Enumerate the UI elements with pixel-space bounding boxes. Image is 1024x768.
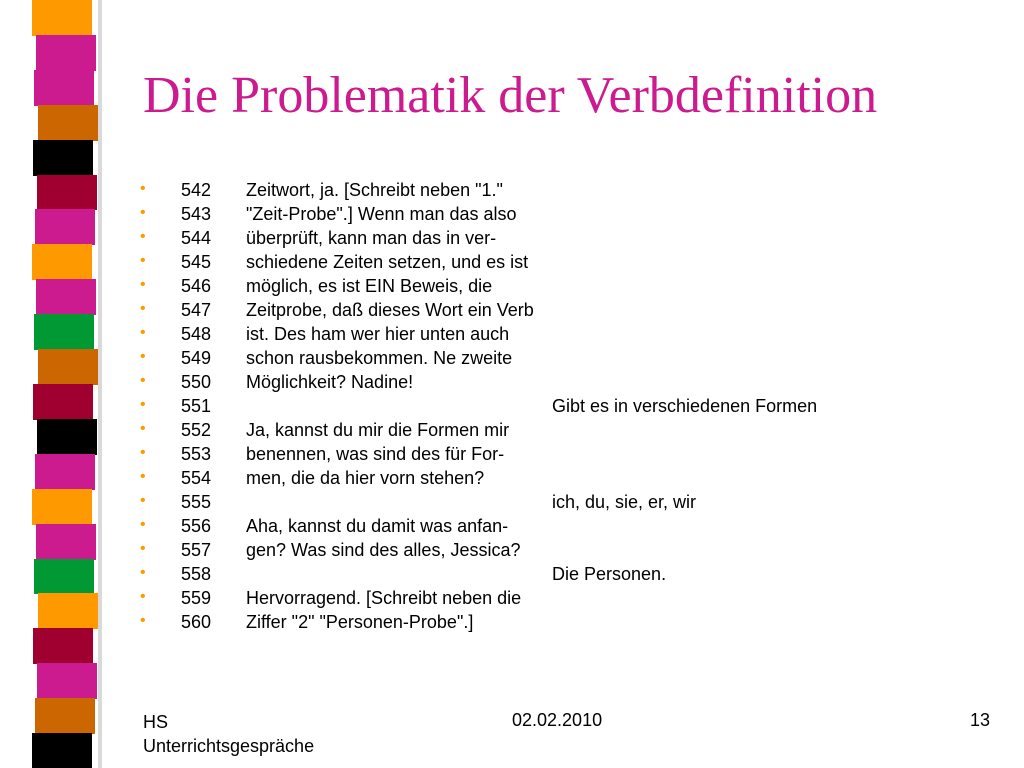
line-number: 547	[181, 300, 212, 320]
page-number: 13	[969, 710, 990, 730]
line-number: 551	[181, 396, 212, 416]
line-text: Zeitwort, ja. [Schreibt neben "1."	[246, 180, 503, 200]
bullet-icon: •	[140, 396, 146, 413]
line-number: 555	[181, 492, 212, 512]
bullet-icon: •	[140, 588, 146, 605]
stripe-block	[35, 698, 95, 734]
line-number: 557	[181, 540, 212, 560]
bullet-icon: •	[140, 420, 146, 437]
bullet-icon: •	[140, 300, 146, 317]
stripe-block	[33, 384, 93, 420]
line-text: men, die da hier vorn stehen?	[246, 468, 485, 488]
stripe-block	[38, 105, 98, 141]
bullet-icon: •	[140, 564, 146, 581]
bullet-icon: •	[140, 204, 146, 221]
stripe-block	[36, 35, 96, 71]
line-text: ist. Des ham wer hier unten auch	[246, 324, 510, 344]
stripe-block	[36, 279, 96, 315]
stripe-block	[38, 349, 98, 385]
bullet-icon: •	[140, 492, 146, 509]
stripe-block	[37, 419, 97, 455]
bullet-icon: •	[140, 444, 146, 461]
line-number: 553	[181, 444, 212, 464]
bullet-icon: •	[140, 612, 146, 629]
bullet-icon: •	[140, 276, 146, 293]
line-text: schiedene Zeiten setzen, und es ist	[246, 252, 529, 272]
stripe-block	[35, 454, 95, 490]
line-text: Gibt es in verschiedenen Formen	[552, 396, 818, 416]
line-text: Zeitprobe, daß dieses Wort ein Verb	[246, 300, 534, 320]
line-number: 554	[181, 468, 212, 488]
line-number: 549	[181, 348, 212, 368]
line-text: Möglichkeit? Nadine!	[246, 372, 414, 392]
stripe-block	[35, 209, 95, 245]
stripe-block	[37, 663, 97, 699]
line-number: 542	[181, 180, 212, 200]
line-text: "Zeit-Probe".] Wenn man das also	[246, 204, 517, 224]
line-number: 556	[181, 516, 212, 536]
stripe-block	[38, 593, 98, 629]
line-text: benennen, was sind des für For-	[246, 444, 505, 464]
stripe-block	[36, 524, 96, 560]
slide-title: Die Problematik der Verbdefinition	[143, 67, 878, 124]
line-number: 559	[181, 588, 212, 608]
stripe-block	[34, 70, 94, 106]
line-text: Ziffer "2" "Personen-Probe".]	[246, 612, 474, 632]
line-number: 543	[181, 204, 212, 224]
stripe-shadow	[98, 0, 102, 768]
line-text: möglich, es ist EIN Beweis, die	[246, 276, 493, 296]
bullet-icon: •	[140, 252, 146, 269]
line-text: Die Personen.	[552, 564, 667, 584]
line-text: Aha, kannst du damit was anfan-	[246, 516, 509, 536]
bullet-icon: •	[140, 180, 146, 197]
bullet-icon: •	[140, 372, 146, 389]
line-number: 546	[181, 276, 212, 296]
bullet-icon: •	[140, 348, 146, 365]
footer-course-line2: Unterrichtsgespräche	[143, 736, 315, 756]
stripe-block	[33, 628, 93, 664]
line-number: 548	[181, 324, 212, 344]
stripe-block	[32, 244, 92, 280]
footer-course	[143, 710, 314, 758]
line-text: schon rausbekommen. Ne zweite	[246, 348, 513, 368]
stripe-block	[32, 0, 92, 36]
line-number: 550	[181, 372, 212, 392]
line-text: ich, du, sie, er, wir	[552, 492, 697, 512]
bullet-icon: •	[140, 228, 146, 245]
stripe-block	[33, 140, 93, 176]
line-text: Hervorragend. [Schreibt neben die	[246, 588, 522, 608]
line-text: Ja, kannst du mir die Formen mir	[246, 420, 510, 440]
line-text: gen? Was sind des alles, Jessica?	[246, 540, 521, 560]
bullet-icon: •	[140, 516, 146, 533]
decorative-stripe	[32, 0, 96, 768]
footer-course-line1: HS	[143, 712, 169, 732]
footer-date: 02.02.2010	[512, 710, 603, 730]
stripe-block	[34, 559, 94, 595]
line-number: 558	[181, 564, 212, 584]
stripe-block	[32, 733, 92, 768]
bullet-icon: •	[140, 540, 146, 557]
bullet-icon: •	[140, 468, 146, 485]
bullet-icon: •	[140, 324, 146, 341]
stripe-block	[34, 314, 94, 350]
stripe-block	[32, 489, 92, 525]
line-text: überprüft, kann man das in ver-	[246, 228, 497, 248]
line-number: 544	[181, 228, 212, 248]
line-number: 560	[181, 612, 212, 632]
stripe-block	[37, 175, 97, 211]
line-number: 552	[181, 420, 212, 440]
line-number: 545	[181, 252, 212, 272]
